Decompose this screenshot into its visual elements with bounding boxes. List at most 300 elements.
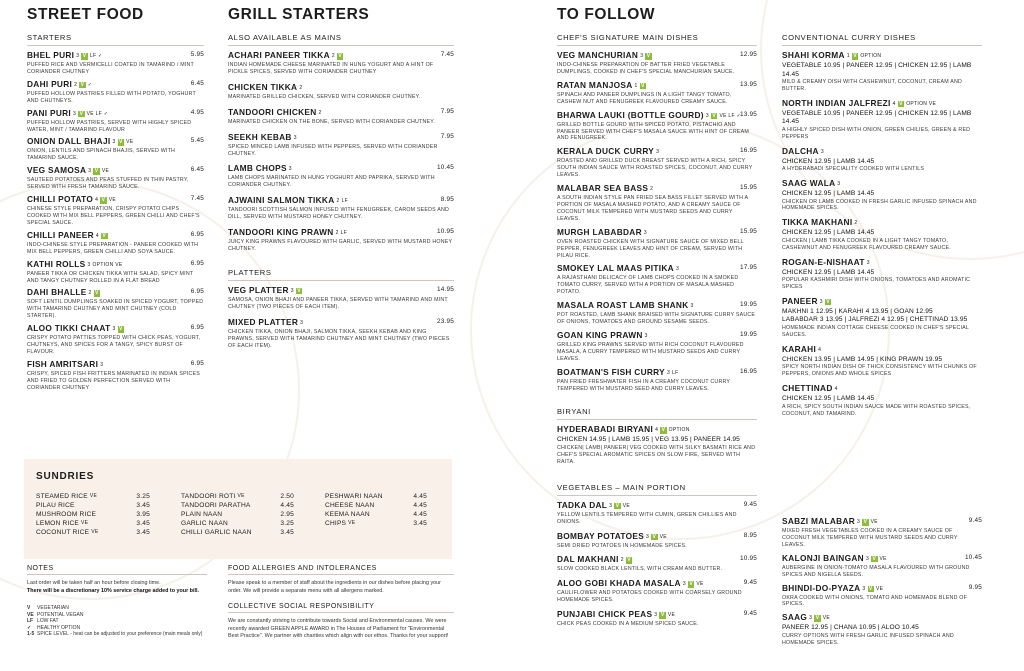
diet-tags: VE [237,493,245,499]
item-desc: ROASTED AND GRILLED DUCK BREAST SERVED WITH A RICH, SPICY SOUTH INDIAN SAUCE WITH ROASTED SPICES, COCONUT, AND CURRY LEAVES. [557,158,753,179]
spice-level: 3 [293,134,297,141]
spice-level: 2 [318,109,322,116]
item-price: 8.95 [743,531,757,539]
sundry-price: 3.45 [136,502,150,510]
sundries-box [24,459,452,559]
item-desc: PUFFED HOLLOW PASTRIES FILLED WITH POTATO, YOGHURT AND CHUTNEYS. [27,90,196,104]
sundry-price: 3.45 [413,520,427,528]
item-prices: CHICKEN 12.95 | LAMB 14.45 [782,395,875,403]
vegetarian-icon: V [82,53,87,59]
item-price: 9.45 [743,579,757,587]
spice-level: 4 [818,346,822,353]
vegetarian-icon: V [646,53,651,59]
diet-tags: VE [81,520,89,527]
spice-level: 4 [834,386,838,393]
sundry-name: TANDOORI ROTI [181,493,236,500]
item-price: 6.95 [190,259,204,267]
item-heading [557,146,757,158]
spice-level: 3 [300,319,304,326]
key-row [27,631,207,638]
item-name: CHILLI POTATO [27,194,94,205]
item-desc: POT ROASTED, LAMB SHANK BRAISED WITH SIGNATURE CURRY SAUCE OF ONIONS, TOMATOES AND GROUND SESAME SEEDS. [557,312,756,326]
sundries-naan [325,492,427,528]
sundry-item [325,519,427,528]
menu-item [557,424,757,465]
vegetarian-icon: V [641,82,645,89]
menu-item [782,296,982,339]
diet-tags: LF [340,230,348,237]
menu-item [557,263,757,296]
item-price: 6.95 [190,324,204,332]
menu-item [782,217,982,251]
item-desc: CHICKEN | LAMB TIKKA COOKED IN A LIGHT TANGY TOMATO, CASHEWNUT AND FENUGREEK FLAVOURED CREAMY SAUCE. [782,237,951,251]
sundry-item [36,528,150,537]
sundry-price: 3.95 [136,511,150,519]
spice-level: 3 [640,53,644,59]
item-desc: A HYDERABADI SPECIALITY COOKED WITH LENTILS [782,166,925,173]
sundry-name: COCONUT RICE [36,529,90,537]
item-heading [782,217,982,229]
spice-level: 3 [88,168,92,175]
item-heading [782,98,982,110]
sundry-item [36,510,150,519]
menu-item [557,500,757,526]
notes-title: NOTES [27,565,207,575]
menu-item [557,531,757,550]
item-desc: MARINATED GRILLED CHICKEN, SERVED WITH CORIANDER CHUTNEY. [228,93,421,100]
sundry-name: GARLIC NAAN [181,520,228,528]
item-price: 9.45 [743,610,757,618]
signature-list [557,50,757,392]
menu-item [27,79,204,105]
vegetarian-icon: V [118,326,123,333]
item-name: MURGH LABABDAR [557,226,642,237]
menu-item [782,257,982,291]
spice-level: 3 [609,502,613,509]
item-heading [557,300,757,312]
curry-heading: CONVENTIONAL CURRY DISHES [782,24,982,46]
item-heading [782,178,982,190]
vegetables-column-right [782,516,982,651]
item-desc: CAULIFLOWER AND POTATOES COOKED WITH COARSELY GROUND HOMEMADE SPICES. [557,590,742,604]
sundry-item [325,501,427,510]
spice-level: 3 [643,229,647,236]
menu-item [228,163,454,189]
allergy-title: FOOD ALLERGIES AND INTOLERANCES [228,565,454,575]
menu-item [557,578,757,604]
service-charge-note: There will be a discretionary 10% service charge added to your bill. [27,587,199,594]
sundry-item [181,519,294,528]
item-heading [782,516,982,528]
sundry-item [36,492,150,501]
vegetarian-icon: V [689,581,693,588]
item-desc: SPICY NORTH INDIAN DISH OF THICK CONSISTENCY WITH CHUNKS OF PEPPERS, ONIONS AND WHOLE SPICES [782,364,977,378]
item-price: 6.45 [190,166,204,174]
item-name: BOATMAN'S FISH CURRY [557,366,665,377]
item-heading [557,554,757,566]
item-heading [557,80,757,92]
diet-tags: VE [876,585,884,592]
spice-level: 3 [837,181,841,188]
spice-level: 2 [854,220,858,227]
item-price: 5.95 [190,51,204,58]
sundries-breads [181,492,294,537]
spice-level: 4 [95,197,99,204]
sundry-price: 3.45 [136,529,150,537]
vegetarian-icon: V [297,287,301,294]
item-price: 23.95 [437,317,454,325]
item-heading [782,257,982,269]
diet-tags: OPTION [668,427,690,434]
sundry-item [325,510,427,519]
sundry-item [36,519,150,528]
item-desc: POPULAR KASHMIRI DISH WITH ONIONS, TOMATOES AND AROMATIC SPICES [782,277,971,291]
spice-level: 4 [95,232,99,239]
item-name: KARAHI [782,343,817,354]
menu-item [27,359,204,392]
item-price: 6.95 [190,230,204,238]
item-name: TANDOORI CHICKEN [228,106,317,117]
item-price: 16.95 [740,367,757,375]
sundry-item [181,501,294,510]
item-heading [557,609,757,621]
spice-level: 1 [634,82,638,89]
spice-level: 3 [690,303,694,310]
sundry-price: 4.45 [413,493,427,500]
spice-level: 3 [654,612,658,619]
item-name: MASALA ROAST LAMB SHANK [557,300,689,311]
item-name: SAAG [782,612,808,623]
item-desc: SPICED MINCED LAMB INFUSED WITH PEPPERS, SERVED WITH CORIANDER CHUTNEY. [228,143,438,157]
menu-item [557,146,757,179]
item-heading [228,195,454,207]
vegetarian-icon: V [712,112,716,119]
item-desc: CHICKEN TIKKA, ONION BHAJI, SALMON TIKKA, SEEKH KEBAB AND KING PRAWNS, SERVED WITH TAMARIND CHUTNEY AND MINT CHUTNEY (TWO PIECES OF EACH ITEM). [228,328,450,349]
menu-item [27,230,204,256]
item-desc: CURRY OPTIONS WITH FRESH GARLIC INFUSED SPINACH AND HOMEMADE SPICES. [782,632,954,646]
item-heading [228,82,454,94]
grill-starters-title: GRILL STARTERS [228,6,370,23]
item-price: 19.95 [740,330,757,338]
allergy-section [228,565,454,641]
item-prices: CHICKEN 12.95 | LAMB 14.45 [782,157,875,165]
item-desc: ONION, LENTILS AND SPINACH BHAJIS, SERVED WITH TAMARIND SAUCE. [27,148,176,162]
item-prices: VEGETABLE 10.95 | PANEER 12.95 | CHICKEN 12.95 | LAMB 14.45 [782,62,972,78]
sundry-name: PILAU RICE [36,502,75,510]
item-name: CHETTINAD [782,383,833,394]
item-heading [782,146,982,158]
item-name: DAHI PURI [27,78,73,89]
key-label: SPICE LEVEL - heat can be adjusted to your preference (main meals only) [37,631,203,637]
item-heading [557,50,757,62]
vegetables-list-right [782,516,982,647]
menu-item [557,330,757,363]
spice-level: 3 [809,615,813,622]
item-desc: MILD & CREAMY DISH WITH CASHEWNUT, COCONUT, CREAM AND BUTTER. [782,79,963,92]
item-desc: MARINATED CHICKEN ON THE BONE, SERVED WITH CORIANDER CHUTNEY. [228,118,435,125]
menu-item [782,178,982,212]
sundry-name: STEAMED RICE [36,493,88,500]
key-label: VEGETARIAN [37,605,69,611]
item-heading [27,50,204,62]
menu-item [782,344,982,378]
sundry-name: CHEESE NAAN [325,502,375,510]
item-name: BHINDI-DO-PYAZA [782,582,861,593]
spice-level: 2 [650,186,654,193]
vegetables-heading: VEGETABLES – MAIN PORTION [557,474,757,496]
item-price: 19.95 [740,301,757,309]
item-price: 9.95 [968,583,982,591]
item-price: 15.95 [740,184,757,192]
menu-item [228,195,454,221]
spice-level: 3 [675,266,680,273]
item-price: 15.95 [740,227,757,235]
menu-item [27,259,204,285]
item-heading [782,50,982,62]
item-heading [557,183,757,195]
item-heading [27,323,204,335]
item-name: TANDOORI KING PRAWN [228,227,334,238]
diet-tags: VE [91,529,99,536]
item-price: 9.45 [968,517,982,524]
item-desc: SAUTEED POTATOES AND PEAS STUFFED IN THIN PASTRY, SERVED WITH FRESH TAMARIND SAUCE. [27,177,189,191]
item-desc: CHICK PEAS COOKED IN A MEDIUM SPICED SAUCE. [557,621,699,628]
item-price: 13.95 [740,110,757,118]
item-price: 6.95 [190,288,204,296]
item-heading [228,285,454,297]
starters-list [27,50,204,392]
item-heading [557,531,757,543]
menu-key [27,605,207,638]
vegetarian-icon: V [853,53,857,59]
item-heading [782,383,982,395]
item-desc: SEMI DRIED POTATOES IN HOMEMADE SPICES. [557,542,687,549]
sundry-name: MUSHROOM RICE [36,511,97,519]
item-heading [228,163,454,175]
vegetarian-icon: V [872,555,877,562]
menu-item [27,323,204,356]
menu-item [27,194,204,227]
item-desc: PUFFED RICE AND VERMICELLI COATED IN TAMARIND / MINT CORIANDER CHUTNEY [27,62,194,75]
item-desc: PAN FRIED FRESHWATER FISH IN A CREAMY COCONUT CURRY TEMPERED WITH MUSTARD SEED AND CURRY LEAVES. [557,378,731,392]
item-name: ALOO GOBI KHADA MASALA [557,578,681,589]
key-symbol: ✓ [27,624,32,631]
sundry-name: TANDOORI PARATHA [181,502,251,510]
menu-item [782,146,982,173]
item-price: 10.95 [437,228,454,236]
item-name: FISH AMRITSARI [27,358,99,369]
item-desc: CHINESE STYLE PREPARATION, CRISPY POTATO CHIPS COOKED WITH MIX BELL PEPPERS, GREEN CHILLI AND CHEF'S SPECIAL SAUCE. [27,206,200,226]
menu-item [228,317,454,350]
menu-item [782,516,982,549]
sundry-price: 2.95 [280,511,294,519]
item-price: 7.95 [440,107,454,115]
street-food-title: STREET FOOD [27,6,144,23]
sundry-name: CHILLI GARLIC NAAN [181,529,252,537]
item-heading [557,500,757,512]
spice-level: 3 [112,139,116,146]
item-name: DALCHA [782,145,819,156]
item-name: ALOO TIKKI CHAAT [27,323,111,334]
item-price: 6.95 [190,359,204,367]
diet-tags: VE [348,520,356,527]
vegetables-list [557,500,757,628]
spice-level: 2 [336,198,340,205]
item-price: 7.45 [440,51,454,58]
item-desc: INDO-CHINESE STYLE PREPARATION - PANEER COOKED WITH MIX BELL PEPPERS, GREEN CHILLI AND SOYA SAUCE. [27,241,199,255]
sundry-item [36,501,150,510]
item-heading [782,296,982,308]
signature-heading: CHEF'S SIGNATURE MAIN DISHES [557,24,757,46]
key-symbol: 1-5 [27,631,35,637]
menu-item [782,612,982,646]
vegetarian-icon: V [627,557,631,564]
diet-tags: OPTION VE [906,100,937,107]
item-prices: CHICKEN 14.95 | LAMB 15.95 | VEG 13.95 | PANEER 14.95 [557,436,740,444]
sundry-name: LEMON RICE [36,520,80,528]
notes-section [27,565,207,638]
curry-column [782,24,982,422]
item-price: 6.45 [190,79,204,87]
menu-item [228,82,454,101]
item-desc: SLOW COOKED BLACK LENTILS, WITH CREAM AND BUTTER. [557,566,723,573]
item-name: CHICKEN TIKKA [228,81,298,92]
diet-tags: LF ✓ [89,53,103,59]
item-name: SAAG WALA [782,178,836,189]
item-heading [27,136,204,148]
item-price: 7.95 [440,132,454,140]
spice-level: 3 [865,555,870,562]
item-heading [27,165,204,177]
curry-list [782,50,982,417]
street-food-column [27,0,204,395]
key-symbol: VE [27,611,34,618]
vegetarian-icon: V [79,110,84,117]
item-name: MALABAR SEA BASS [557,183,649,194]
menu-item [27,287,204,320]
menu-item [557,110,757,143]
menu-item [557,227,757,260]
sundry-price: 4.45 [280,502,294,510]
spice-level: 1 [846,53,850,59]
item-price: 8.95 [440,196,454,204]
menu-item [557,609,757,628]
item-heading [27,108,204,120]
sundry-name: KEEMA NAAN [325,511,370,519]
menu-item [557,554,757,573]
menu-item [228,107,454,126]
vegetarian-icon: V [868,585,873,592]
spice-level: 3 [682,581,686,588]
spice-level: 3 [76,53,80,59]
diet-tags: OPTION [860,53,882,59]
item-desc: HOMEMADE INDIAN COTTAGE CHEESE COOKED IN CHEF'S SPECIAL SAUCES. [782,324,969,338]
spice-level: 3 [820,148,824,155]
spice-level: 3 [866,259,870,266]
spice-level: 2 [74,81,78,88]
vegetarian-icon: V [102,232,107,239]
item-heading [228,132,454,144]
last-order-note: Last order will be taken half an hour before closing time. [27,580,161,586]
item-prices: CHICKEN 13.95 | LAMB 14.95 | KING PRAWN 19.95 [782,355,943,363]
item-name: DAL MAKHANI [557,554,619,565]
item-price: 12.95 [740,51,757,58]
platters-list [228,285,454,350]
vegetarian-icon: V [338,53,343,59]
menu-item [782,553,982,579]
spice-level: 3 [862,585,866,592]
item-heading [557,263,757,275]
item-heading [557,330,757,342]
vegetarian-icon: V [863,519,868,525]
item-name: CHILLI PANEER [27,229,94,240]
spice-level: 2 [335,230,339,237]
item-name: MIXED PLATTER [228,316,299,327]
item-name: KATHI ROLLS [27,258,86,269]
item-price: 10.95 [740,555,757,563]
item-desc: A HIGHLY SPICED DISH WITH ONION, GREEN CHILIES, GREEN & RED PEPPERS [782,126,971,140]
item-price: 14.95 [437,285,454,293]
spice-level: 3 [288,166,292,173]
vegetarian-icon: V [119,139,123,146]
item-price: 17.95 [740,264,757,272]
allergy-text: Please speak to a member of staff about the ingredients in our dishes before placing your order. We will provide a separate menu with all allergens marked. [228,580,441,594]
biryani-heading: BIRYANI [557,398,757,420]
item-price: 16.95 [740,147,757,155]
menu-item [228,132,454,158]
item-desc: SAMOSA, ONION BHAJI AND PANEER TIKKA, SERVED WITH TAMARIND AND MINT CHUTNEY (TWO PIECES OF EACH ITEM). [228,296,448,310]
item-name: PUNJABI CHICK PEAS [557,609,653,620]
item-price: 13.95 [740,80,757,88]
sundry-name: PLAIN NAAN [181,511,223,519]
sundry-item [181,528,294,537]
item-name: LAMB CHOPS [228,163,287,174]
menu-item [228,227,454,253]
item-name: TIKKA MAKHANI [782,217,853,228]
item-name: BHARWA LAUKI (BOTTLE GOURD) [557,109,704,120]
item-heading [228,107,454,119]
item-desc: TANDOORI SCOTTISH SALMON INFUSED WITH FENUGREEK, CAROM SEEDS AND DILL, SERVED WITH MUSTARD HONEY CHUTNEY. [228,207,450,221]
item-desc: LAMB CHOPS MARINATED IN HUNG YOGHURT AND PAPRIKA, SERVED WITH CORIANDER CHUTNEY. [228,175,435,189]
item-price: 4.95 [190,108,204,116]
spice-level: 3 [87,261,91,268]
diet-tags: VE [622,502,631,509]
diet-tags: VE [659,533,667,540]
item-desc: A RAJASTHANI DELICACY OF LAMB CHOPS COOKED IN A SMOKED TOMATO CURRY, SERVED WITH A PORTION OF MASALA MASHED POTATO. [557,275,739,296]
item-prices: VEGETABLE 10.95 | PANEER 12.95 | CHICKEN 12.95 | LAMB 14.45 [782,109,972,126]
to-follow-title: TO FOLLOW [557,6,656,23]
spice-level: 3 [857,519,861,525]
item-prices: CHICKEN 12.95 | LAMB 14.45 [782,268,875,276]
spice-level: 3 [819,298,823,305]
vegetarian-icon: V [661,427,666,434]
sundry-price: 3.25 [136,493,150,500]
item-name: KERALA DUCK CURRY [557,146,655,157]
item-name: HYDERABADI BIRYANI [557,424,654,435]
item-name: VEG PLATTER [228,284,289,295]
vegetarian-icon: V [815,615,820,622]
item-name: NORTH INDIAN JALFREZI [782,97,891,108]
menu-item [557,50,757,76]
item-heading [27,287,204,299]
item-price: 7.45 [190,195,204,203]
item-desc: CRISPY, SPICED FISH FRITTERS MARINATED IN INDIAN SPICES AND FRIED TO GOLDEN PERFECTION SERVED WITH CORIANDER CHUTNEY [27,370,200,391]
spice-level: 3 [290,287,294,294]
menu-item [557,183,757,223]
item-desc: OKRA COOKED WITH ONIONS, TOMATO AND HOMEMADE BLEND OF SPICES. [782,594,968,608]
item-desc: A SOUTH INDIAN STYLE PAN FRIED SEA BASS FILLET SERVED WITH A PORTION OF MASALA MASHED POTATO, AND A CREAMY SAUCE OF COCONUT MILK TEMPERED WITH MUSTARD SEEDS AND CURRY LEAVES. [557,195,748,222]
item-desc: PUFFED HOLLOW PASTRIES, SERVED WITH HIGHLY SPICED WATER, MINT / TAMARIND FLAVOUR [27,119,192,133]
